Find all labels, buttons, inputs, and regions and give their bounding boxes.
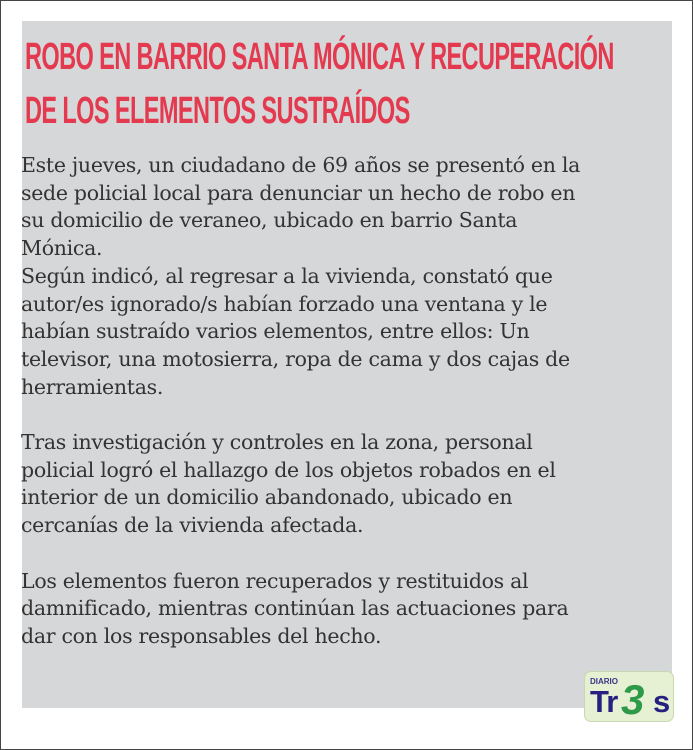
text-line: autor/es ignorado/s habían forzado una ventana y le — [21, 291, 548, 316]
text-line: Tras investigación y controles en la zona, personal — [21, 430, 533, 455]
text-line: Los elementos fueron recuperados y restituidos al — [21, 568, 529, 593]
paragraph-2 — [21, 429, 641, 540]
logo-s-text: s — [653, 684, 671, 719]
text-line: sede policial local para denunciar un hecho de robo en — [21, 180, 576, 205]
title-line: ROBO EN BARRIO SANTA MÓNICA Y RECUPERACIÓN — [25, 36, 614, 78]
logo-three-glyph: 3 — [621, 676, 645, 723]
paragraph-3 — [21, 568, 641, 651]
text-line: cercanías de la vivienda afectada. — [21, 513, 364, 538]
text-line: interior de un domicilio abandonado, ubicado en — [21, 485, 513, 510]
text-line: policial logró el hallazgo de los objetos robados en el — [21, 457, 556, 482]
text-line: Mónica. — [21, 236, 103, 261]
text-line: damnificado, mientras continúan las actuaciones para — [21, 596, 569, 621]
text-line: su domicilio de veraneo, ubicado en barrio Santa — [21, 208, 518, 233]
logo-tr-text: Tr — [590, 684, 618, 719]
diario-tr3s-logo — [584, 671, 674, 722]
text-line: Este jueves, un ciudadano de 69 años se presentó en la — [21, 153, 581, 177]
text-line: habían sustraído varios elementos, entre ellos: Un — [21, 319, 530, 344]
article-body — [21, 152, 641, 678]
text-line: Según indicó, al regresar a la vivienda, constató que — [21, 263, 553, 288]
paragraph-1 — [21, 152, 641, 401]
text-line: televisor, una motosierra, ropa de cama y dos cajas de — [21, 346, 570, 371]
article-title — [25, 30, 614, 138]
title-line: DE LOS ELEMENTOS SUSTRAÍDOS — [25, 90, 410, 132]
text-line: herramientas. — [21, 374, 164, 399]
text-line: dar con los responsables del hecho. — [21, 623, 382, 648]
logo-diario-text: DIARIO — [590, 677, 618, 686]
